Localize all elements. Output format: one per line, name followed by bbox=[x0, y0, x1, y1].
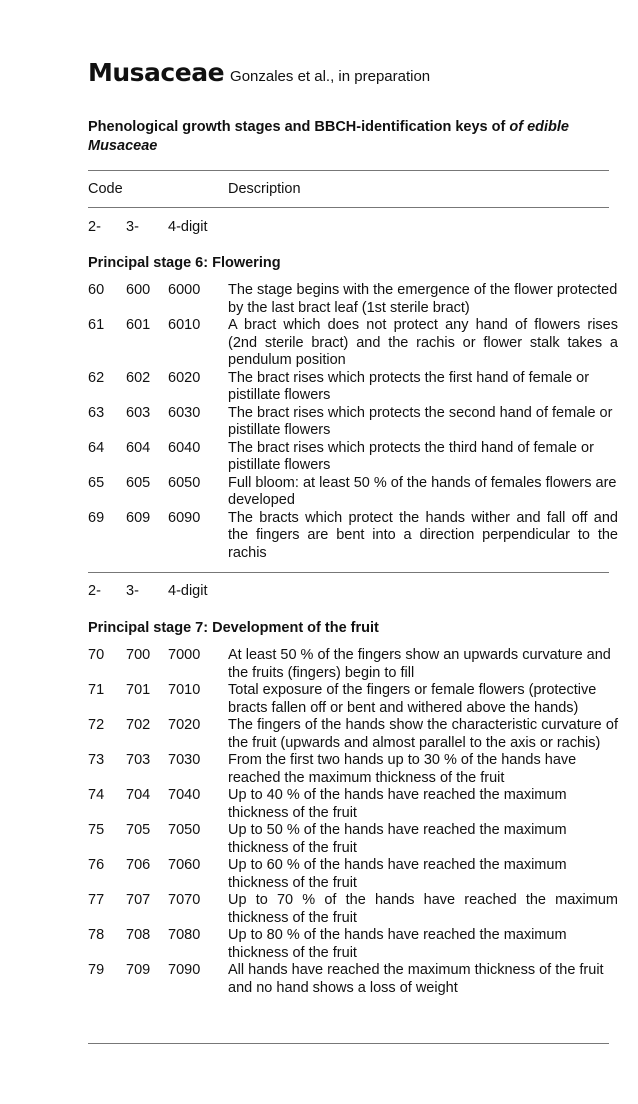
table-row bbox=[88, 752, 618, 787]
code-3-digit: 609 bbox=[126, 509, 151, 526]
table-row bbox=[88, 857, 618, 892]
table-row bbox=[88, 370, 618, 405]
stage-description: Up to 60 % of the hands have reached the maximum thickness of the fruit bbox=[228, 857, 567, 891]
table-row bbox=[88, 282, 618, 317]
code-4-digit: 7000 bbox=[168, 647, 201, 663]
code-3-digit: 703 bbox=[126, 752, 151, 768]
stage-description: The fingers of the hands show the characteristic curvature of the fruit (upwards and almost parallel to the axis or rachis) bbox=[228, 717, 618, 751]
stage-description: All hands have reached the maximum thickness of the fruit and no hand shows a loss of weight bbox=[228, 962, 604, 996]
stage-description: At least 50 % of the fingers show an upwards curvature and the fruits (fingers) begin to fill bbox=[228, 647, 611, 681]
code-3-digit: 709 bbox=[126, 962, 151, 978]
digit-label-4: 4-digit bbox=[168, 583, 208, 599]
digit-label-4: 4-digit bbox=[168, 219, 208, 235]
code-4-digit: 7010 bbox=[168, 682, 201, 698]
authors-note: Gonzales et al., in preparation bbox=[230, 68, 431, 85]
column-header-description: Description bbox=[228, 181, 301, 197]
stage-description: Full bloom: at least 50 % of the hands of females flowers are developed bbox=[228, 474, 617, 508]
code-3-digit: 708 bbox=[126, 927, 151, 943]
rule-mid bbox=[88, 572, 609, 573]
table-row bbox=[88, 317, 618, 370]
title-text: Phenological growth stages and BBCH-identification keys of bbox=[88, 119, 510, 135]
code-2-digit: 64 bbox=[88, 439, 105, 456]
code-2-digit: 72 bbox=[88, 717, 105, 733]
stage-description: A bract which does not protect any hand of flowers rises (2nd sterile bract) and the rachis or flower stalk takes a pendulum position bbox=[228, 317, 618, 368]
stage-description: The bracts which protect the hands wither and fall off and the fingers are bent into a direction perpendicular to the rachis bbox=[228, 509, 618, 561]
code-4-digit: 7050 bbox=[168, 822, 201, 838]
stage6-table bbox=[88, 282, 618, 562]
code-4-digit: 7090 bbox=[168, 962, 201, 978]
stage-description: Up to 80 % of the hands have reached the maximum thickness of the fruit bbox=[228, 927, 567, 961]
table-row bbox=[88, 475, 618, 510]
code-2-digit: 61 bbox=[88, 317, 105, 333]
code-4-digit: 7070 bbox=[168, 892, 201, 908]
code-2-digit: 65 bbox=[88, 474, 105, 491]
code-2-digit: 69 bbox=[88, 509, 105, 526]
title-italic: of edible Musaceae bbox=[88, 119, 569, 154]
code-2-digit: 78 bbox=[88, 927, 105, 943]
code-4-digit: 6050 bbox=[168, 474, 201, 491]
table-row bbox=[88, 962, 618, 997]
table-row bbox=[88, 717, 618, 752]
digit-label-3: 3- bbox=[126, 583, 139, 599]
code-4-digit: 6010 bbox=[168, 317, 201, 333]
code-2-digit: 74 bbox=[88, 787, 105, 803]
table-row bbox=[88, 682, 618, 717]
code-2-digit: 75 bbox=[88, 822, 105, 838]
digit-label-2: 2- bbox=[88, 219, 101, 235]
code-3-digit: 707 bbox=[126, 892, 151, 908]
family-name: Musaceae bbox=[88, 58, 225, 87]
stage-description: The stage begins with the emergence of the flower protected by the last bract leaf (1st sterile bract) bbox=[228, 282, 618, 316]
stage-description: Up to 40 % of the hands have reached the maximum thickness of the fruit bbox=[228, 787, 567, 821]
code-3-digit: 600 bbox=[126, 282, 151, 298]
code-4-digit: 7020 bbox=[168, 717, 201, 733]
code-4-digit: 6000 bbox=[168, 282, 201, 298]
digit-label-2: 2- bbox=[88, 583, 101, 599]
table-row bbox=[88, 822, 618, 857]
table-row bbox=[88, 405, 618, 440]
stage-description: The bract rises which protects the second hand of female or pistillate flowers bbox=[228, 404, 613, 438]
code-3-digit: 704 bbox=[126, 787, 151, 803]
stage-description: The bract rises which protects the third hand of female or pistillate flowers bbox=[228, 439, 594, 473]
code-3-digit: 705 bbox=[126, 822, 151, 838]
code-2-digit: 76 bbox=[88, 857, 105, 873]
code-3-digit: 603 bbox=[126, 404, 151, 421]
code-2-digit: 73 bbox=[88, 752, 105, 768]
stage-description: Up to 50 % of the hands have reached the maximum thickness of the fruit bbox=[228, 822, 567, 856]
stage-description: The bract rises which protects the first hand of female or pistillate flowers bbox=[228, 369, 590, 403]
code-4-digit: 7060 bbox=[168, 857, 201, 873]
table-row bbox=[88, 892, 618, 927]
code-3-digit: 706 bbox=[126, 857, 151, 873]
code-2-digit: 70 bbox=[88, 647, 105, 663]
stage6-title: Principal stage 6: Flowering bbox=[88, 255, 281, 271]
code-3-digit: 602 bbox=[126, 369, 151, 386]
code-4-digit: 6020 bbox=[168, 369, 201, 386]
rule-top bbox=[88, 170, 609, 171]
code-3-digit: 601 bbox=[126, 317, 151, 333]
rule-header bbox=[88, 207, 609, 208]
page-header bbox=[88, 58, 430, 87]
table-row bbox=[88, 927, 618, 962]
digit-label-3: 3- bbox=[126, 219, 139, 235]
code-3-digit: 604 bbox=[126, 439, 151, 456]
code-2-digit: 62 bbox=[88, 369, 105, 386]
code-4-digit: 6040 bbox=[168, 439, 201, 456]
code-4-digit: 7040 bbox=[168, 787, 201, 803]
code-3-digit: 605 bbox=[126, 474, 151, 491]
code-3-digit: 700 bbox=[126, 647, 151, 663]
document-title bbox=[88, 118, 618, 156]
stage-description: Up to 70 % of the hands have reached the maximum thickness of the fruit bbox=[228, 892, 618, 926]
table-row bbox=[88, 510, 618, 563]
rule-bottom bbox=[88, 1043, 609, 1044]
code-4-digit: 7030 bbox=[168, 752, 201, 768]
table-row bbox=[88, 647, 618, 682]
code-4-digit: 6030 bbox=[168, 404, 201, 421]
stage-description: Total exposure of the fingers or female flowers (protective bracts fallen off or bent and withered above the hands) bbox=[228, 682, 597, 716]
code-2-digit: 77 bbox=[88, 892, 105, 908]
table-row bbox=[88, 440, 618, 475]
stage7-title: Principal stage 7: Development of the fruit bbox=[88, 620, 379, 636]
code-3-digit: 702 bbox=[126, 717, 151, 733]
code-4-digit: 6090 bbox=[168, 509, 201, 526]
code-2-digit: 60 bbox=[88, 282, 105, 298]
stage-description: From the first two hands up to 30 % of the hands have reached the maximum thickness of the fruit bbox=[228, 752, 577, 786]
code-4-digit: 7080 bbox=[168, 927, 201, 943]
stage7-table bbox=[88, 647, 618, 997]
table-row bbox=[88, 787, 618, 822]
code-2-digit: 79 bbox=[88, 962, 105, 978]
code-2-digit: 63 bbox=[88, 404, 105, 421]
code-2-digit: 71 bbox=[88, 682, 105, 698]
code-3-digit: 701 bbox=[126, 682, 151, 698]
column-header-code: Code bbox=[88, 181, 123, 197]
